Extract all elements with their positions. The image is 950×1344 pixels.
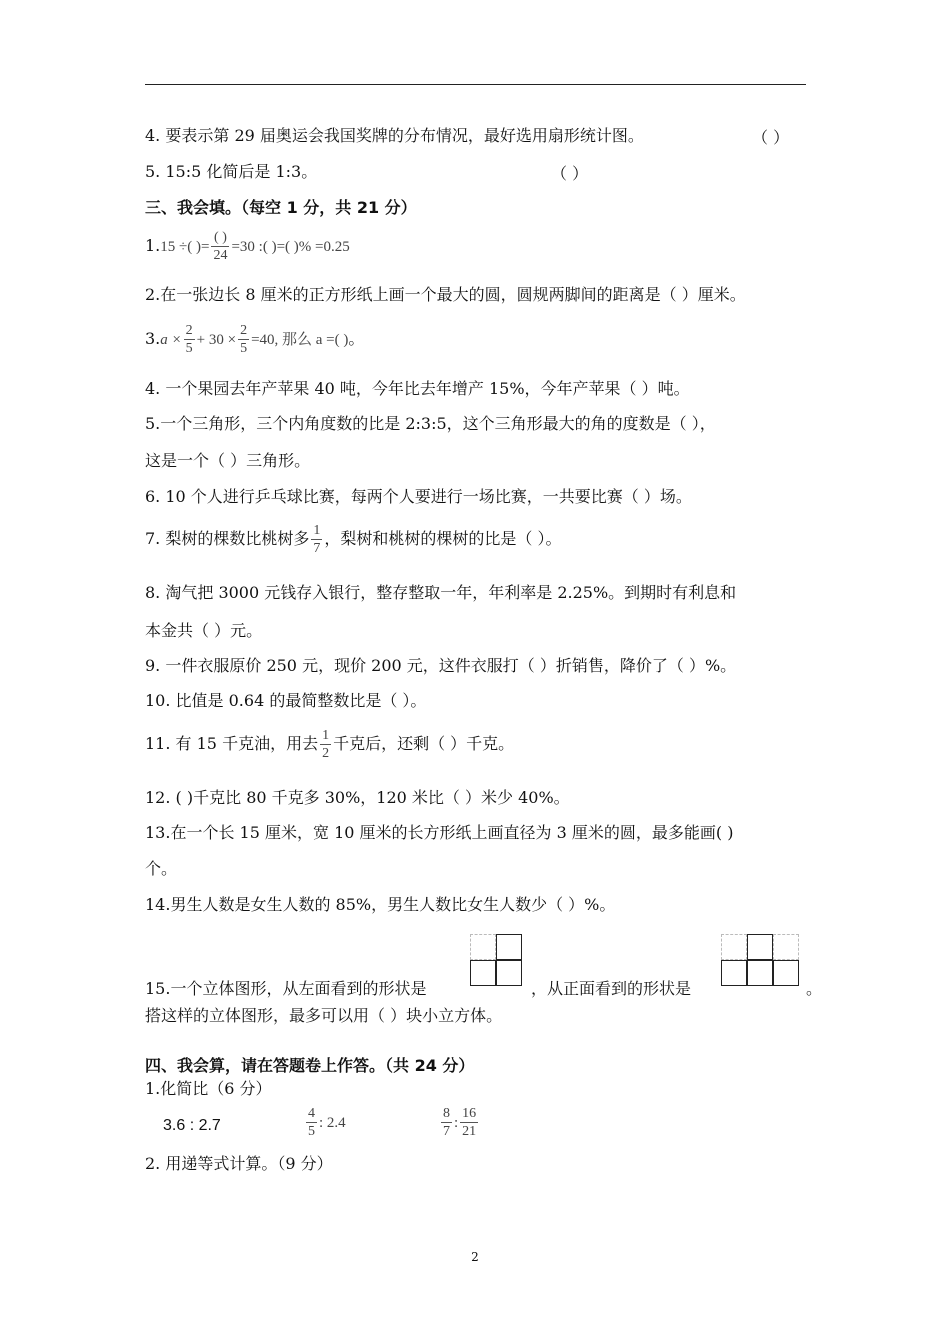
calc-q2: 2. 用递等式计算。（9 分） <box>145 1154 333 1173</box>
ratio-3-den2: 21 <box>462 1124 477 1139</box>
fill-q13-line1: 13.在一个长 15 厘米，宽 10 厘米的长方形纸上画直径为 3 厘米的圆，最多能画( ) <box>145 823 734 842</box>
fill-q1-a: 15 ÷( )= <box>160 239 210 255</box>
fill-q7-fraction <box>311 522 322 557</box>
ratio-2-den: 5 <box>308 1124 315 1139</box>
fill-q1-b: =30 :( )=( )% =0.25 <box>231 239 350 255</box>
fill-q13-line2: 个。 <box>145 859 178 878</box>
ratio-3-num2: 16 <box>462 1106 477 1121</box>
header-rule <box>145 84 806 85</box>
fill-q3-prefix: 3. <box>145 329 161 348</box>
judge-q4-answer[interactable]: （ ） <box>752 128 790 147</box>
fill-q11-fraction <box>320 727 331 762</box>
ratio-2-fraction <box>306 1105 317 1140</box>
ratio-3-den1: 7 <box>443 1124 450 1139</box>
fill-q5-line1: 5.一个三角形，三个内角度数的比是 2:3:5，这个三角形最大的角的度数是（ ）， <box>145 414 716 433</box>
fill-q14: 14.男生人数是女生人数的 85%，男生人数比女生人数少（ ）%。 <box>145 895 616 914</box>
fill-q15-d: 搭这样的立体图形，最多可以用（ ）块小立方体。 <box>145 1006 503 1025</box>
fill-q15-b: ，从正面看到的形状是 <box>531 979 692 998</box>
fill-q12: 12. ( )千克比 80 千克多 30%，120 米比（ ）米少 40%。 <box>145 788 570 807</box>
fill-q3-b: + 30 × <box>196 332 237 348</box>
fill-q11-b: 千克后，还剩（ ）千克。 <box>333 734 515 753</box>
fill-q3-a: a × <box>160 332 182 348</box>
fill-q7 <box>145 522 561 557</box>
fill-q10: 10. 比值是 0.64 的最简整数比是（ ）。 <box>145 691 427 710</box>
ratio-2-num: 4 <box>308 1106 315 1121</box>
fill-q8-line1: 8. 淘气把 3000 元钱存入银行，整存整取一年，年利率是 2.25%。到期时有利息和 <box>145 583 737 602</box>
ratio-2-rest: : 2.4 <box>319 1115 346 1131</box>
fill-q3-suffix: 。 <box>348 329 365 348</box>
judge-q5: 5. 15:5 化简后是 1:3。 <box>145 162 318 181</box>
fill-q6: 6. 10 个人进行乒乓球比赛，每两个人要进行一场比赛，一共要比赛（ ）场。 <box>145 487 692 506</box>
ratio-3-frac1 <box>441 1105 452 1140</box>
fill-q8-line2: 本金共（ ）元。 <box>145 621 263 640</box>
fill-q3 <box>145 322 364 357</box>
fill-q3-c: =40, 那么 a =( ) <box>251 332 349 348</box>
fill-q11 <box>145 727 514 762</box>
fill-q3-den1: 5 <box>185 341 193 356</box>
fill-q1-den: 24 <box>213 248 228 263</box>
fill-q11-den: 2 <box>322 746 330 761</box>
ratio-3 <box>439 1105 480 1140</box>
fill-q3-num1: 2 <box>185 323 193 338</box>
fill-q1-num: ( ) <box>211 229 229 247</box>
fill-q9: 9. 一件衣服原价 250 元，现价 200 元，这件衣服打（ ）折销售，降价了（ ）%。 <box>145 656 737 675</box>
section4-title: 四、我会算，请在答题卷上作答。（共 24 分） <box>145 1056 475 1075</box>
fill-q15-a: 15.一个立体图形，从左面看到的形状是 <box>145 979 427 998</box>
fill-q2: 2.在一张边长 8 厘米的正方形纸上画一个最大的圆，圆规两脚间的距离是（ ）厘米。 <box>145 285 746 304</box>
fill-q3-num2: 2 <box>240 323 248 338</box>
fill-q5-line2: 这是一个（ ）三角形。 <box>145 451 311 470</box>
page-number: 2 <box>471 1250 479 1264</box>
ratio-1: 3.6 : 2.7 <box>163 1117 221 1134</box>
fill-q11-a: 11. 有 15 千克油，用去 <box>145 734 319 753</box>
judge-q5-answer[interactable]: （ ） <box>551 164 589 183</box>
fill-q3-den2: 5 <box>240 341 248 356</box>
section3-title: 三、我会填。（每空 1 分，共 21 分） <box>145 198 417 217</box>
fill-q7-a: 7. 梨树的棵数比桃树多 <box>145 529 310 548</box>
ratio-3-num1: 8 <box>443 1106 450 1121</box>
ratio-3-frac2 <box>460 1105 478 1140</box>
fill-q7-num: 1 <box>313 523 321 538</box>
fill-q3-frac2 <box>238 322 249 357</box>
ratio-2 <box>304 1105 346 1140</box>
fill-q7-b: ，梨树和桃树的棵树的比是（ ）。 <box>324 529 562 548</box>
fill-q1-prefix: 1. <box>145 236 161 255</box>
fill-q11-num: 1 <box>322 728 330 743</box>
fill-q3-frac1 <box>184 322 195 357</box>
calc-q1: 1.化简比（6 分） <box>145 1079 272 1098</box>
fill-q15-c: 。 <box>806 979 823 998</box>
fill-q7-den: 7 <box>313 541 321 556</box>
fill-q1 <box>145 229 350 264</box>
fill-q1-fraction <box>211 229 229 264</box>
judge-q4: 4. 要表示第 29 届奥运会我国奖牌的分布情况，最好选用扇形统计图。 <box>145 126 644 145</box>
ratio-3-colon: : <box>454 1115 459 1131</box>
fill-q4: 4. 一个果园去年产苹果 40 吨，今年比去年增产 15%，今年产苹果（ ）吨。 <box>145 379 690 398</box>
